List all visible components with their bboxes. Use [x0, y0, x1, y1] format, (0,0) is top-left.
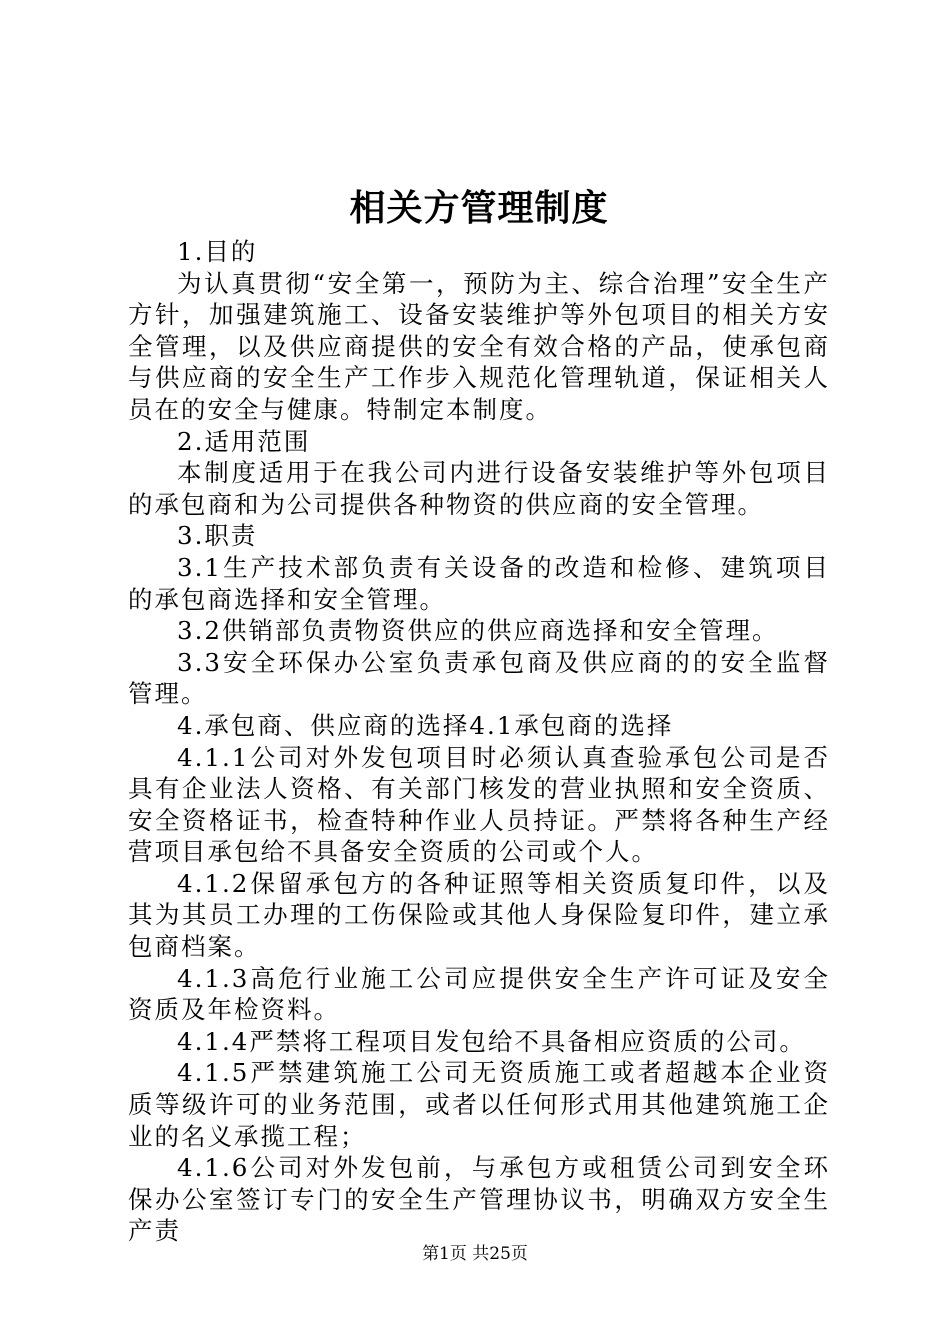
document-title: 相关方管理制度 — [349, 187, 609, 229]
section-heading: 3.职责 — [177, 521, 258, 551]
paragraph: 为认真贯彻“安全第一，预防为主、综合治理”安全生产方针，加强建筑施工、设备安装维护等外包项目的相关方安全管理，以及供应商提供的安全有效合格的产品，使承包商与供应商的安全生产工作步入规范化管理轨道，保证相关人员在的安全与健康。特制定本制度。 — [128, 268, 830, 424]
paragraph: 4.1.6公司对外发包前，与承包方或租赁公司到安全环保办公室签订专门的安全生产管理协议书，明确双方安全生产责 — [128, 1153, 830, 1246]
paragraph: 4.1.1公司对外发包项目时必须认真查验承包公司是否具有企业法人资格、有关部门核发的营业执照和安全资质、安全资格证书，检查特种作业人员持证。严禁将各种生产经营项目承包给不具备安全资质的公司或个人。 — [128, 742, 830, 867]
paragraph: 4.1.4严禁将工程项目发包给不具备相应资质的公司。 — [177, 1026, 806, 1056]
section-heading: 4.承包商、供应商的选择4.1承包商的选择 — [177, 710, 674, 740]
page-footer: 第1页 共25页 — [422, 1244, 528, 1264]
section-heading: 1.目的 — [177, 237, 258, 266]
paragraph: 3.3安全环保办公室负责承包商及供应商的的安全监督管理。 — [128, 647, 830, 709]
paragraph: 3.1生产技术部负责有关设备的改造和检修、建筑项目的承包商选择和安全管理。 — [128, 552, 830, 614]
paragraph: 本制度适用于在我公司内进行设备安装维护等外包项目的承包商和为公司提供各种物资的供应商的安全管理。 — [128, 458, 830, 519]
section-heading: 2.适用范围 — [177, 426, 311, 456]
document-page — [128, 180, 830, 1247]
paragraph: 4.1.5严禁建筑施工公司无资质施工或者超越本企业资质等级许可的业务范围，或者以任何形式用其他建筑施工企业的名义承揽工程； — [128, 1058, 830, 1151]
paragraph: 4.1.2保留承包方的各种证照等相关资质复印件，以及其为其员工办理的工伤保险或其他人身保险复印件，建立承包商档案。 — [128, 868, 830, 962]
paragraph: 3.2供销部负责物资供应的供应商选择和安全管理。 — [177, 616, 779, 646]
paragraph: 4.1.3高危行业施工公司应提供安全生产许可证及安全资质及年检资料。 — [128, 963, 830, 1025]
